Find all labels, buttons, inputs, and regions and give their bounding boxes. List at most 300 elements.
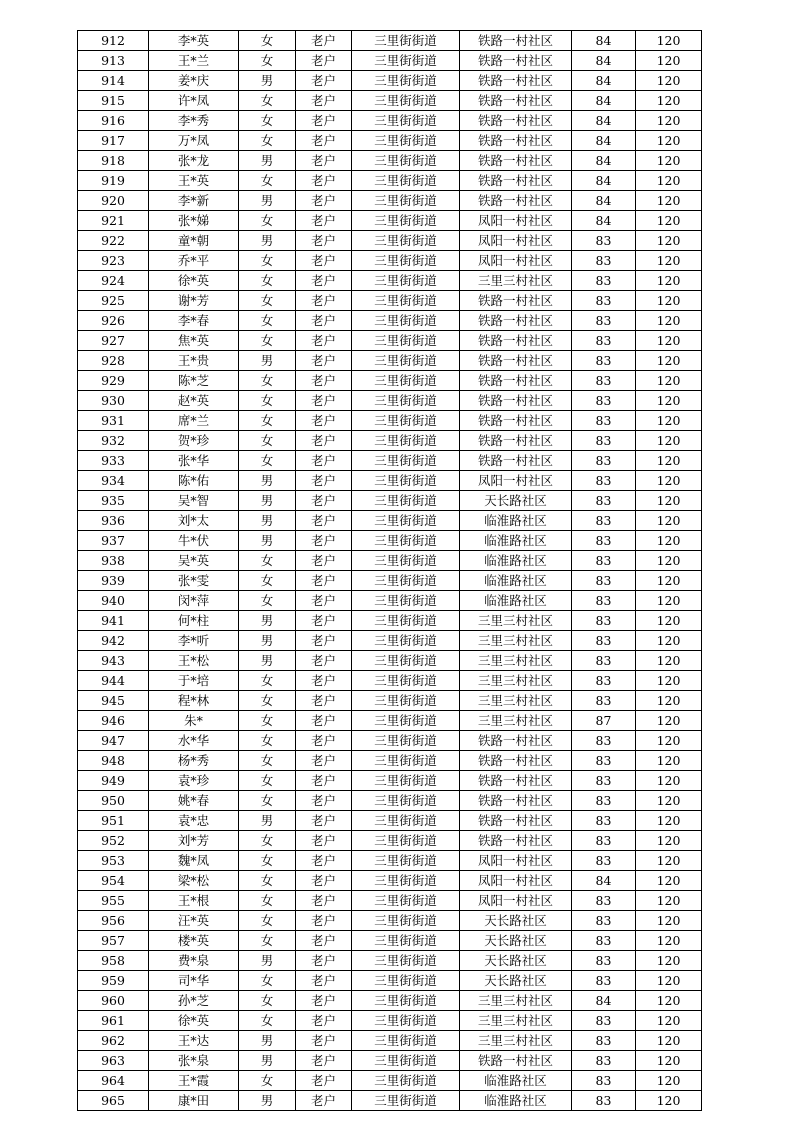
household-type-cell: 老户 bbox=[296, 111, 352, 131]
amount-cell: 120 bbox=[636, 771, 702, 791]
gender-cell: 女 bbox=[239, 431, 296, 451]
age-cell: 83 bbox=[572, 751, 636, 771]
gender-cell: 女 bbox=[239, 171, 296, 191]
street-cell: 三里街街道 bbox=[352, 31, 460, 51]
amount-cell: 120 bbox=[636, 731, 702, 751]
serial-number-cell: 918 bbox=[78, 151, 149, 171]
household-type-cell: 老户 bbox=[296, 631, 352, 651]
community-cell: 临淮路社区 bbox=[460, 1091, 572, 1111]
community-cell: 铁路一村社区 bbox=[460, 451, 572, 471]
amount-cell: 120 bbox=[636, 111, 702, 131]
name-cell: 汪*英 bbox=[149, 911, 239, 931]
table-row bbox=[78, 431, 702, 451]
household-type-cell: 老户 bbox=[296, 391, 352, 411]
table-row bbox=[78, 491, 702, 511]
household-type-cell: 老户 bbox=[296, 1011, 352, 1031]
community-cell: 三里三村社区 bbox=[460, 611, 572, 631]
community-cell: 临淮路社区 bbox=[460, 571, 572, 591]
age-cell: 83 bbox=[572, 231, 636, 251]
table-row bbox=[78, 711, 702, 731]
amount-cell: 120 bbox=[636, 291, 702, 311]
amount-cell: 120 bbox=[636, 391, 702, 411]
community-cell: 铁路一村社区 bbox=[460, 371, 572, 391]
street-cell: 三里街街道 bbox=[352, 131, 460, 151]
gender-cell: 女 bbox=[239, 391, 296, 411]
household-type-cell: 老户 bbox=[296, 1051, 352, 1071]
serial-number-cell: 945 bbox=[78, 691, 149, 711]
name-cell: 孙*芝 bbox=[149, 991, 239, 1011]
gender-cell: 男 bbox=[239, 631, 296, 651]
age-cell: 83 bbox=[572, 251, 636, 271]
age-cell: 83 bbox=[572, 531, 636, 551]
community-cell: 铁路一村社区 bbox=[460, 771, 572, 791]
serial-number-cell: 963 bbox=[78, 1051, 149, 1071]
amount-cell: 120 bbox=[636, 571, 702, 591]
household-type-cell: 老户 bbox=[296, 691, 352, 711]
community-cell: 三里三村社区 bbox=[460, 1011, 572, 1031]
name-cell: 张*泉 bbox=[149, 1051, 239, 1071]
age-cell: 83 bbox=[572, 471, 636, 491]
gender-cell: 女 bbox=[239, 271, 296, 291]
household-type-cell: 老户 bbox=[296, 771, 352, 791]
household-type-cell: 老户 bbox=[296, 151, 352, 171]
amount-cell: 120 bbox=[636, 551, 702, 571]
name-cell: 司*华 bbox=[149, 971, 239, 991]
table-row bbox=[78, 1071, 702, 1091]
household-type-cell: 老户 bbox=[296, 331, 352, 351]
age-cell: 83 bbox=[572, 731, 636, 751]
name-cell: 王*达 bbox=[149, 1031, 239, 1051]
amount-cell: 120 bbox=[636, 231, 702, 251]
household-type-cell: 老户 bbox=[296, 131, 352, 151]
amount-cell: 120 bbox=[636, 211, 702, 231]
street-cell: 三里街街道 bbox=[352, 511, 460, 531]
serial-number-cell: 926 bbox=[78, 311, 149, 331]
table-row bbox=[78, 651, 702, 671]
name-cell: 赵*英 bbox=[149, 391, 239, 411]
household-type-cell: 老户 bbox=[296, 51, 352, 71]
table-row bbox=[78, 251, 702, 271]
amount-cell: 120 bbox=[636, 1011, 702, 1031]
household-type-cell: 老户 bbox=[296, 791, 352, 811]
community-cell: 铁路一村社区 bbox=[460, 331, 572, 351]
name-cell: 张*华 bbox=[149, 451, 239, 471]
age-cell: 83 bbox=[572, 651, 636, 671]
gender-cell: 女 bbox=[239, 331, 296, 351]
amount-cell: 120 bbox=[636, 1091, 702, 1111]
name-cell: 程*林 bbox=[149, 691, 239, 711]
household-type-cell: 老户 bbox=[296, 371, 352, 391]
household-type-cell: 老户 bbox=[296, 931, 352, 951]
table-row bbox=[78, 731, 702, 751]
amount-cell: 120 bbox=[636, 791, 702, 811]
household-type-cell: 老户 bbox=[296, 291, 352, 311]
community-cell: 天长路社区 bbox=[460, 971, 572, 991]
name-cell: 刘*芳 bbox=[149, 831, 239, 851]
name-cell: 于*培 bbox=[149, 671, 239, 691]
street-cell: 三里街街道 bbox=[352, 951, 460, 971]
street-cell: 三里街街道 bbox=[352, 191, 460, 211]
amount-cell: 120 bbox=[636, 131, 702, 151]
street-cell: 三里街街道 bbox=[352, 651, 460, 671]
name-cell: 袁*珍 bbox=[149, 771, 239, 791]
serial-number-cell: 915 bbox=[78, 91, 149, 111]
age-cell: 83 bbox=[572, 791, 636, 811]
street-cell: 三里街街道 bbox=[352, 71, 460, 91]
amount-cell: 120 bbox=[636, 911, 702, 931]
community-cell: 铁路一村社区 bbox=[460, 131, 572, 151]
gender-cell: 女 bbox=[239, 291, 296, 311]
community-cell: 三里三村社区 bbox=[460, 671, 572, 691]
street-cell: 三里街街道 bbox=[352, 51, 460, 71]
serial-number-cell: 940 bbox=[78, 591, 149, 611]
amount-cell: 120 bbox=[636, 371, 702, 391]
household-type-cell: 老户 bbox=[296, 411, 352, 431]
name-cell: 杨*秀 bbox=[149, 751, 239, 771]
community-cell: 凤阳一村社区 bbox=[460, 471, 572, 491]
amount-cell: 120 bbox=[636, 351, 702, 371]
serial-number-cell: 916 bbox=[78, 111, 149, 131]
table-row bbox=[78, 631, 702, 651]
serial-number-cell: 932 bbox=[78, 431, 149, 451]
street-cell: 三里街街道 bbox=[352, 291, 460, 311]
age-cell: 83 bbox=[572, 831, 636, 851]
amount-cell: 120 bbox=[636, 631, 702, 651]
age-cell: 83 bbox=[572, 491, 636, 511]
age-cell: 83 bbox=[572, 571, 636, 591]
table-row bbox=[78, 1031, 702, 1051]
gender-cell: 女 bbox=[239, 31, 296, 51]
community-cell: 天长路社区 bbox=[460, 911, 572, 931]
amount-cell: 120 bbox=[636, 191, 702, 211]
gender-cell: 女 bbox=[239, 251, 296, 271]
gender-cell: 男 bbox=[239, 71, 296, 91]
age-cell: 83 bbox=[572, 411, 636, 431]
street-cell: 三里街街道 bbox=[352, 911, 460, 931]
age-cell: 83 bbox=[572, 631, 636, 651]
street-cell: 三里街街道 bbox=[352, 891, 460, 911]
name-cell: 姚*春 bbox=[149, 791, 239, 811]
gender-cell: 女 bbox=[239, 911, 296, 931]
community-cell: 铁路一村社区 bbox=[460, 731, 572, 751]
gender-cell: 男 bbox=[239, 351, 296, 371]
household-type-cell: 老户 bbox=[296, 911, 352, 931]
name-cell: 吴*英 bbox=[149, 551, 239, 571]
serial-number-cell: 917 bbox=[78, 131, 149, 151]
community-cell: 铁路一村社区 bbox=[460, 411, 572, 431]
gender-cell: 女 bbox=[239, 91, 296, 111]
table-row bbox=[78, 371, 702, 391]
serial-number-cell: 935 bbox=[78, 491, 149, 511]
name-cell: 王*根 bbox=[149, 891, 239, 911]
age-cell: 83 bbox=[572, 951, 636, 971]
name-cell: 童*朝 bbox=[149, 231, 239, 251]
name-cell: 水*华 bbox=[149, 731, 239, 751]
age-cell: 84 bbox=[572, 171, 636, 191]
amount-cell: 120 bbox=[636, 471, 702, 491]
table-row bbox=[78, 111, 702, 131]
street-cell: 三里街街道 bbox=[352, 731, 460, 751]
serial-number-cell: 920 bbox=[78, 191, 149, 211]
serial-number-cell: 927 bbox=[78, 331, 149, 351]
serial-number-cell: 951 bbox=[78, 811, 149, 831]
community-cell: 临淮路社区 bbox=[460, 591, 572, 611]
serial-number-cell: 919 bbox=[78, 171, 149, 191]
street-cell: 三里街街道 bbox=[352, 671, 460, 691]
serial-number-cell: 960 bbox=[78, 991, 149, 1011]
table-row bbox=[78, 851, 702, 871]
household-type-cell: 老户 bbox=[296, 251, 352, 271]
table-row bbox=[78, 91, 702, 111]
amount-cell: 120 bbox=[636, 431, 702, 451]
household-type-cell: 老户 bbox=[296, 991, 352, 1011]
amount-cell: 120 bbox=[636, 851, 702, 871]
community-cell: 铁路一村社区 bbox=[460, 111, 572, 131]
street-cell: 三里街街道 bbox=[352, 151, 460, 171]
age-cell: 83 bbox=[572, 1051, 636, 1071]
name-cell: 楼*英 bbox=[149, 931, 239, 951]
gender-cell: 女 bbox=[239, 931, 296, 951]
household-type-cell: 老户 bbox=[296, 751, 352, 771]
household-type-cell: 老户 bbox=[296, 171, 352, 191]
community-cell: 铁路一村社区 bbox=[460, 71, 572, 91]
amount-cell: 120 bbox=[636, 171, 702, 191]
street-cell: 三里街街道 bbox=[352, 611, 460, 631]
household-type-cell: 老户 bbox=[296, 591, 352, 611]
name-cell: 贺*珍 bbox=[149, 431, 239, 451]
serial-number-cell: 944 bbox=[78, 671, 149, 691]
community-cell: 铁路一村社区 bbox=[460, 1051, 572, 1071]
gender-cell: 男 bbox=[239, 611, 296, 631]
gender-cell: 男 bbox=[239, 491, 296, 511]
gender-cell: 女 bbox=[239, 591, 296, 611]
household-type-cell: 老户 bbox=[296, 191, 352, 211]
community-cell: 天长路社区 bbox=[460, 951, 572, 971]
household-type-cell: 老户 bbox=[296, 1031, 352, 1051]
serial-number-cell: 949 bbox=[78, 771, 149, 791]
amount-cell: 120 bbox=[636, 451, 702, 471]
table-row bbox=[78, 131, 702, 151]
gender-cell: 女 bbox=[239, 1011, 296, 1031]
amount-cell: 120 bbox=[636, 531, 702, 551]
community-cell: 凤阳一村社区 bbox=[460, 851, 572, 871]
household-type-cell: 老户 bbox=[296, 651, 352, 671]
serial-number-cell: 961 bbox=[78, 1011, 149, 1031]
street-cell: 三里街街道 bbox=[352, 171, 460, 191]
gender-cell: 女 bbox=[239, 691, 296, 711]
serial-number-cell: 912 bbox=[78, 31, 149, 51]
street-cell: 三里街街道 bbox=[352, 331, 460, 351]
serial-number-cell: 914 bbox=[78, 71, 149, 91]
serial-number-cell: 959 bbox=[78, 971, 149, 991]
age-cell: 83 bbox=[572, 551, 636, 571]
name-cell: 魏*凤 bbox=[149, 851, 239, 871]
community-cell: 天长路社区 bbox=[460, 931, 572, 951]
household-type-cell: 老户 bbox=[296, 231, 352, 251]
table-row bbox=[78, 331, 702, 351]
street-cell: 三里街街道 bbox=[352, 231, 460, 251]
serial-number-cell: 930 bbox=[78, 391, 149, 411]
household-type-cell: 老户 bbox=[296, 611, 352, 631]
name-cell: 姜*庆 bbox=[149, 71, 239, 91]
age-cell: 84 bbox=[572, 191, 636, 211]
table-row bbox=[78, 291, 702, 311]
serial-number-cell: 954 bbox=[78, 871, 149, 891]
serial-number-cell: 921 bbox=[78, 211, 149, 231]
gender-cell: 男 bbox=[239, 1051, 296, 1071]
age-cell: 84 bbox=[572, 991, 636, 1011]
table-row bbox=[78, 351, 702, 371]
street-cell: 三里街街道 bbox=[352, 1011, 460, 1031]
table-row bbox=[78, 1011, 702, 1031]
street-cell: 三里街街道 bbox=[352, 791, 460, 811]
community-cell: 凤阳一村社区 bbox=[460, 211, 572, 231]
street-cell: 三里街街道 bbox=[352, 711, 460, 731]
community-cell: 天长路社区 bbox=[460, 491, 572, 511]
table-row bbox=[78, 671, 702, 691]
serial-number-cell: 943 bbox=[78, 651, 149, 671]
amount-cell: 120 bbox=[636, 51, 702, 71]
household-type-cell: 老户 bbox=[296, 811, 352, 831]
household-type-cell: 老户 bbox=[296, 851, 352, 871]
name-cell: 康*田 bbox=[149, 1091, 239, 1111]
street-cell: 三里街街道 bbox=[352, 691, 460, 711]
street-cell: 三里街街道 bbox=[352, 551, 460, 571]
name-cell: 李*秀 bbox=[149, 111, 239, 131]
table-row bbox=[78, 151, 702, 171]
household-type-cell: 老户 bbox=[296, 351, 352, 371]
name-cell: 王*英 bbox=[149, 171, 239, 191]
street-cell: 三里街街道 bbox=[352, 271, 460, 291]
amount-cell: 120 bbox=[636, 591, 702, 611]
table-row bbox=[78, 71, 702, 91]
amount-cell: 120 bbox=[636, 91, 702, 111]
name-cell: 谢*芳 bbox=[149, 291, 239, 311]
household-type-cell: 老户 bbox=[296, 891, 352, 911]
amount-cell: 120 bbox=[636, 751, 702, 771]
household-type-cell: 老户 bbox=[296, 571, 352, 591]
age-cell: 84 bbox=[572, 51, 636, 71]
amount-cell: 120 bbox=[636, 271, 702, 291]
age-cell: 83 bbox=[572, 851, 636, 871]
age-cell: 87 bbox=[572, 711, 636, 731]
serial-number-cell: 953 bbox=[78, 851, 149, 871]
table-row bbox=[78, 871, 702, 891]
community-cell: 凤阳一村社区 bbox=[460, 891, 572, 911]
amount-cell: 120 bbox=[636, 871, 702, 891]
amount-cell: 120 bbox=[636, 951, 702, 971]
name-cell: 焦*英 bbox=[149, 331, 239, 351]
gender-cell: 女 bbox=[239, 571, 296, 591]
gender-cell: 女 bbox=[239, 771, 296, 791]
age-cell: 83 bbox=[572, 271, 636, 291]
gender-cell: 男 bbox=[239, 1091, 296, 1111]
amount-cell: 120 bbox=[636, 331, 702, 351]
age-cell: 83 bbox=[572, 371, 636, 391]
gender-cell: 男 bbox=[239, 191, 296, 211]
table-row bbox=[78, 391, 702, 411]
amount-cell: 120 bbox=[636, 511, 702, 531]
serial-number-cell: 929 bbox=[78, 371, 149, 391]
table-row bbox=[78, 511, 702, 531]
name-cell: 李*听 bbox=[149, 631, 239, 651]
serial-number-cell: 925 bbox=[78, 291, 149, 311]
name-cell: 席*兰 bbox=[149, 411, 239, 431]
table-row bbox=[78, 311, 702, 331]
household-type-cell: 老户 bbox=[296, 91, 352, 111]
amount-cell: 120 bbox=[636, 31, 702, 51]
table-row bbox=[78, 271, 702, 291]
name-cell: 刘*太 bbox=[149, 511, 239, 531]
gender-cell: 女 bbox=[239, 851, 296, 871]
street-cell: 三里街街道 bbox=[352, 931, 460, 951]
gender-cell: 女 bbox=[239, 751, 296, 771]
age-cell: 83 bbox=[572, 611, 636, 631]
roster-table bbox=[77, 30, 702, 1111]
gender-cell: 女 bbox=[239, 131, 296, 151]
name-cell: 张*娣 bbox=[149, 211, 239, 231]
age-cell: 83 bbox=[572, 811, 636, 831]
serial-number-cell: 942 bbox=[78, 631, 149, 651]
gender-cell: 女 bbox=[239, 1071, 296, 1091]
community-cell: 铁路一村社区 bbox=[460, 291, 572, 311]
table-row bbox=[78, 531, 702, 551]
street-cell: 三里街街道 bbox=[352, 871, 460, 891]
table-row bbox=[78, 211, 702, 231]
serial-number-cell: 936 bbox=[78, 511, 149, 531]
community-cell: 临淮路社区 bbox=[460, 531, 572, 551]
age-cell: 83 bbox=[572, 771, 636, 791]
name-cell: 李*春 bbox=[149, 311, 239, 331]
name-cell: 张*雯 bbox=[149, 571, 239, 591]
age-cell: 83 bbox=[572, 311, 636, 331]
gender-cell: 女 bbox=[239, 411, 296, 431]
table-row bbox=[78, 471, 702, 491]
gender-cell: 男 bbox=[239, 231, 296, 251]
community-cell: 铁路一村社区 bbox=[460, 751, 572, 771]
street-cell: 三里街街道 bbox=[352, 431, 460, 451]
community-cell: 临淮路社区 bbox=[460, 551, 572, 571]
name-cell: 袁*忠 bbox=[149, 811, 239, 831]
name-cell: 王*松 bbox=[149, 651, 239, 671]
community-cell: 铁路一村社区 bbox=[460, 831, 572, 851]
community-cell: 铁路一村社区 bbox=[460, 791, 572, 811]
table-row bbox=[78, 931, 702, 951]
community-cell: 铁路一村社区 bbox=[460, 91, 572, 111]
name-cell: 梁*松 bbox=[149, 871, 239, 891]
community-cell: 铁路一村社区 bbox=[460, 151, 572, 171]
household-type-cell: 老户 bbox=[296, 511, 352, 531]
gender-cell: 男 bbox=[239, 1031, 296, 1051]
serial-number-cell: 956 bbox=[78, 911, 149, 931]
gender-cell: 女 bbox=[239, 51, 296, 71]
serial-number-cell: 965 bbox=[78, 1091, 149, 1111]
serial-number-cell: 928 bbox=[78, 351, 149, 371]
gender-cell: 男 bbox=[239, 511, 296, 531]
street-cell: 三里街街道 bbox=[352, 631, 460, 651]
age-cell: 83 bbox=[572, 891, 636, 911]
serial-number-cell: 931 bbox=[78, 411, 149, 431]
table-row bbox=[78, 171, 702, 191]
household-type-cell: 老户 bbox=[296, 211, 352, 231]
community-cell: 铁路一村社区 bbox=[460, 311, 572, 331]
household-type-cell: 老户 bbox=[296, 951, 352, 971]
community-cell: 铁路一村社区 bbox=[460, 31, 572, 51]
table-row bbox=[78, 951, 702, 971]
street-cell: 三里街街道 bbox=[352, 851, 460, 871]
serial-number-cell: 964 bbox=[78, 1071, 149, 1091]
roster-table-body bbox=[78, 31, 702, 1111]
